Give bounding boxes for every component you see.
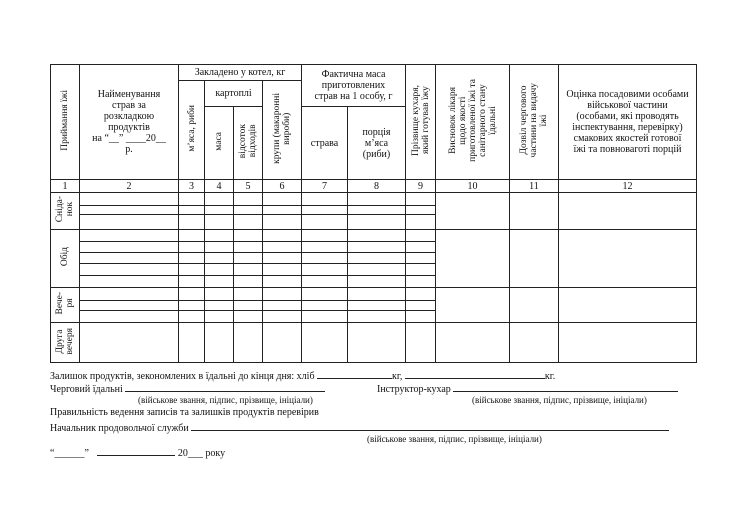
dish-name-header: Найменування страв за розкладкою продуктів на “__” ____20__ р.	[80, 65, 179, 180]
potato-waste-header	[234, 107, 263, 180]
table-row	[51, 288, 697, 301]
meal-breakfast	[51, 193, 80, 230]
column-number-row	[51, 180, 697, 193]
table-row	[51, 230, 697, 242]
leftover-label: Залишок продуктів, зекономлених в їдальні до кінця дня: хліб	[50, 371, 315, 382]
column-number: 1	[51, 180, 80, 193]
meal-column-header	[51, 65, 80, 180]
assessment-header: Оцінка посадовими особами військової частини (особами, які проводять інспектування, перевірку) смакових якостей готової їжі та повноваготі порцій	[559, 65, 697, 180]
table-row	[51, 193, 697, 206]
food-chief-caption: (військове звання, підпис, прізвище, ініціали)	[367, 434, 542, 444]
assessment-breakfast-cell[interactable]	[559, 193, 697, 230]
laid-in-kettle-header: Закладено у котел, кг	[179, 65, 302, 81]
bread-kg-field[interactable]	[317, 369, 392, 379]
date-line	[50, 446, 225, 459]
column-number: 11	[510, 180, 559, 193]
canteen-duty-line	[50, 382, 325, 395]
canteen-duty-signature-field[interactable]	[125, 382, 325, 392]
kg-unit: кг,	[392, 371, 403, 382]
doctor-conclusion-label: Висновок лікаря щодо якості приготовленої їжі та санітарного стану їдальні	[447, 79, 498, 162]
cereals-label: крупи (макаронні вироби)	[272, 93, 292, 164]
potato-header: картоплі	[205, 81, 263, 107]
food-chief-line	[50, 421, 669, 434]
kg-unit: кг.	[544, 371, 556, 382]
instructor-line	[377, 382, 678, 395]
duty-dinner-cell[interactable]	[510, 288, 559, 323]
date-month-field[interactable]	[97, 446, 175, 456]
meal-dinner-label: Вече- ря	[55, 292, 75, 315]
date-day-field[interactable]: “______”	[50, 448, 89, 459]
column-number: 5	[234, 180, 263, 193]
meal-lunch	[51, 230, 80, 288]
doctor-dinner-cell[interactable]	[436, 288, 510, 323]
column-number: 3	[179, 180, 205, 193]
year-label: 20___ року	[177, 448, 226, 459]
other-product-field[interactable]	[405, 369, 545, 379]
cereals-header	[263, 81, 302, 180]
food-chief-signature-field[interactable]	[191, 421, 669, 431]
food-chief-label: Начальник продовольчої служби	[50, 423, 189, 434]
instructor-caption: (військове звання, підпис, прізвище, ініціали)	[472, 395, 647, 405]
meal-breakfast-label: Сніда- нок	[55, 196, 75, 223]
column-number: 10	[436, 180, 510, 193]
duty-officer-permission-label: Дозвіл чергового частини на видачу їжі	[519, 83, 549, 158]
column-number: 7	[302, 180, 348, 193]
table-row	[51, 323, 697, 363]
canteen-duty-caption: (військове звання, підпис, прізвище, ініціали)	[138, 395, 313, 405]
meal-second-dinner	[51, 323, 80, 363]
checked-label: Правильність ведення записів та залишків продуктів перевірив	[50, 407, 319, 418]
potato-mass-label: маса	[214, 132, 224, 151]
column-number: 12	[559, 180, 697, 193]
doctor-conclusion-header	[436, 65, 510, 180]
duty-breakfast-cell[interactable]	[510, 193, 559, 230]
doctor-breakfast-cell[interactable]	[436, 193, 510, 230]
column-number: 2	[80, 180, 179, 193]
leftover-line	[50, 369, 555, 382]
doctor-second-dinner-cell[interactable]	[436, 323, 510, 363]
duty-second-dinner-cell[interactable]	[510, 323, 559, 363]
actual-mass-header: Фактична маса приготовлених страв на 1 особу, г	[302, 65, 406, 107]
potato-mass-header	[205, 107, 234, 180]
meal-second-dinner-label: Друга вечеря	[55, 327, 75, 355]
column-number: 6	[263, 180, 302, 193]
column-number: 9	[406, 180, 436, 193]
cook-name-header	[406, 65, 436, 180]
column-number: 4	[205, 180, 234, 193]
instructor-label: Інструктор-кухар	[377, 384, 451, 395]
canteen-duty-label: Черговий їдальні	[50, 384, 123, 395]
assessment-dinner-cell[interactable]	[559, 288, 697, 323]
potato-waste-label: відсоток відходів	[238, 124, 258, 159]
duty-lunch-cell[interactable]	[510, 230, 559, 288]
instructor-signature-field[interactable]	[453, 382, 678, 392]
meat-fish-label: м’яса, риби	[186, 105, 197, 152]
column-number: 8	[348, 180, 406, 193]
dish-mass-header: страва	[302, 107, 348, 180]
doctor-lunch-cell[interactable]	[436, 230, 510, 288]
portion-mass-header: порція м’яса (риби)	[348, 107, 406, 180]
assessment-lunch-cell[interactable]	[559, 230, 697, 288]
meal-lunch-label: Обід	[60, 247, 70, 267]
duty-officer-permission-header	[510, 65, 559, 180]
meal-column-label: Приймання їжі	[60, 90, 70, 151]
meat-fish-header	[179, 81, 205, 180]
cook-name-label: Прізвище кухаря, який готував їжу	[410, 84, 431, 157]
meal-record-table	[50, 64, 697, 363]
assessment-second-dinner-cell[interactable]	[559, 323, 697, 363]
meal-dinner	[51, 288, 80, 323]
